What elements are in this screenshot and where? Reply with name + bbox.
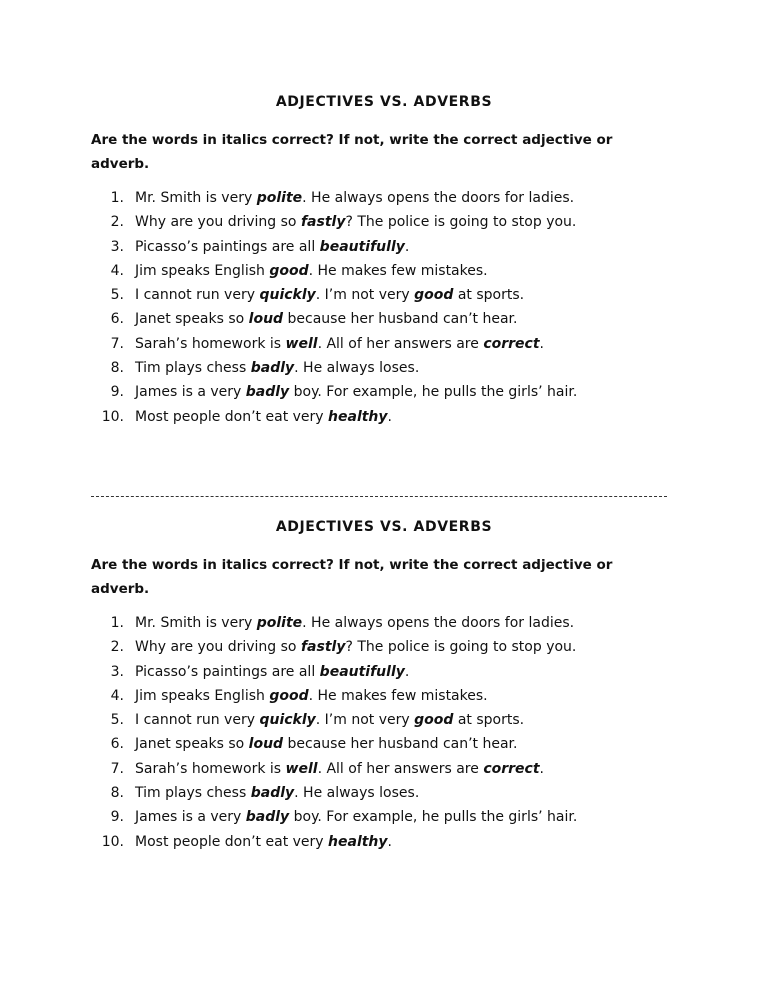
question-list — [0, 611, 768, 854]
question-number: 2. — [110, 214, 124, 231]
italic-word: badly — [245, 384, 290, 401]
italic-word: beautifully — [319, 663, 405, 680]
question-number: 9. — [110, 384, 124, 401]
question-list — [0, 186, 768, 429]
italic-word: good — [269, 687, 309, 704]
italic-word: badly — [250, 785, 295, 802]
question-number: 1. — [110, 615, 124, 631]
question-item: 2. Why are you driving so fastly? The police is going to stop you. — [0, 635, 768, 659]
question-number: 6. — [110, 736, 124, 753]
question-number: 1. — [110, 190, 124, 206]
italic-word: loud — [248, 311, 284, 328]
question-number: 10. — [101, 408, 124, 425]
question-number: 8. — [110, 360, 124, 377]
question-number: 5. — [110, 712, 124, 729]
question-number: 6. — [110, 311, 124, 328]
italic-word: loud — [248, 736, 284, 753]
question-number: 4. — [110, 262, 124, 279]
question-item: 5. I cannot run very quickly. I’m not very good at sports. — [0, 708, 768, 732]
worksheet-title: ADJECTIVES VS. ADVERBS — [275, 94, 493, 110]
question-number: 5. — [110, 287, 124, 304]
italic-word: quickly — [259, 287, 316, 304]
italic-word: beautifully — [319, 238, 405, 255]
question-item: 3. Picasso’s paintings are all beautifully. — [0, 660, 768, 684]
italic-word: badly — [250, 360, 295, 377]
italic-word: fastly — [300, 214, 346, 231]
question-item: 8. Tim plays chess badly. He always loses. — [0, 781, 768, 805]
italic-word: fastly — [300, 639, 346, 656]
question-item: 10. Most people don’t eat very healthy. — [0, 830, 768, 854]
italic-word: good — [414, 287, 454, 304]
italic-word: correct — [483, 335, 540, 352]
question-item: 1. Mr. Smith is very polite. He always opens the doors for ladies. — [0, 186, 768, 210]
question-item: 4. Jim speaks English good. He makes few mistakes. — [0, 684, 768, 708]
question-number: 10. — [101, 833, 124, 850]
question-item: 4. Jim speaks English good. He makes few mistakes. — [0, 259, 768, 283]
question-item: 2. Why are you driving so fastly? The police is going to stop you. — [0, 210, 768, 234]
italic-word: correct — [483, 760, 540, 777]
worksheet-bottom — [0, 515, 768, 854]
italic-word: well — [285, 760, 318, 777]
italic-word: well — [285, 335, 318, 352]
question-number: 2. — [110, 639, 124, 656]
worksheet-instructions: Are the words in italics correct? If not, write the correct adjective or adverb. — [91, 557, 613, 597]
question-item: 10. Most people don’t eat very healthy. — [0, 405, 768, 429]
cut-line-divider — [91, 496, 667, 497]
question-item: 6. Janet speaks so loud because her husband can’t hear. — [0, 307, 768, 331]
question-item: 7. Sarah’s homework is well. All of her answers are correct. — [0, 757, 768, 781]
question-item: 9. James is a very badly boy. For example, he pulls the girls’ hair. — [0, 805, 768, 829]
question-item: 1. Mr. Smith is very polite. He always opens the doors for ladies. — [0, 611, 768, 635]
question-item: 6. Janet speaks so loud because her husband can’t hear. — [0, 732, 768, 756]
question-number: 9. — [110, 809, 124, 826]
worksheet-title: ADJECTIVES VS. ADVERBS — [275, 519, 493, 535]
worksheet-instructions: Are the words in italics correct? If not, write the correct adjective or adverb. — [91, 132, 613, 172]
italic-word: polite — [256, 615, 303, 631]
question-item: 7. Sarah’s homework is well. All of her answers are correct. — [0, 332, 768, 356]
question-number: 4. — [110, 687, 124, 704]
question-number: 3. — [110, 663, 124, 680]
italic-word: quickly — [259, 712, 316, 729]
question-number: 7. — [110, 760, 124, 777]
italic-word: polite — [256, 190, 303, 206]
italic-word: healthy — [328, 408, 388, 425]
question-number: 3. — [110, 238, 124, 255]
question-number: 8. — [110, 785, 124, 802]
question-number: 7. — [110, 335, 124, 352]
worksheet-top — [0, 90, 768, 429]
italic-word: good — [414, 712, 454, 729]
italic-word: good — [269, 262, 309, 279]
question-item: 8. Tim plays chess badly. He always loses. — [0, 356, 768, 380]
question-item: 5. I cannot run very quickly. I’m not very good at sports. — [0, 283, 768, 307]
question-item: 3. Picasso’s paintings are all beautifully. — [0, 235, 768, 259]
question-item: 9. James is a very badly boy. For example, he pulls the girls’ hair. — [0, 380, 768, 404]
italic-word: healthy — [328, 833, 388, 850]
italic-word: badly — [245, 809, 290, 826]
